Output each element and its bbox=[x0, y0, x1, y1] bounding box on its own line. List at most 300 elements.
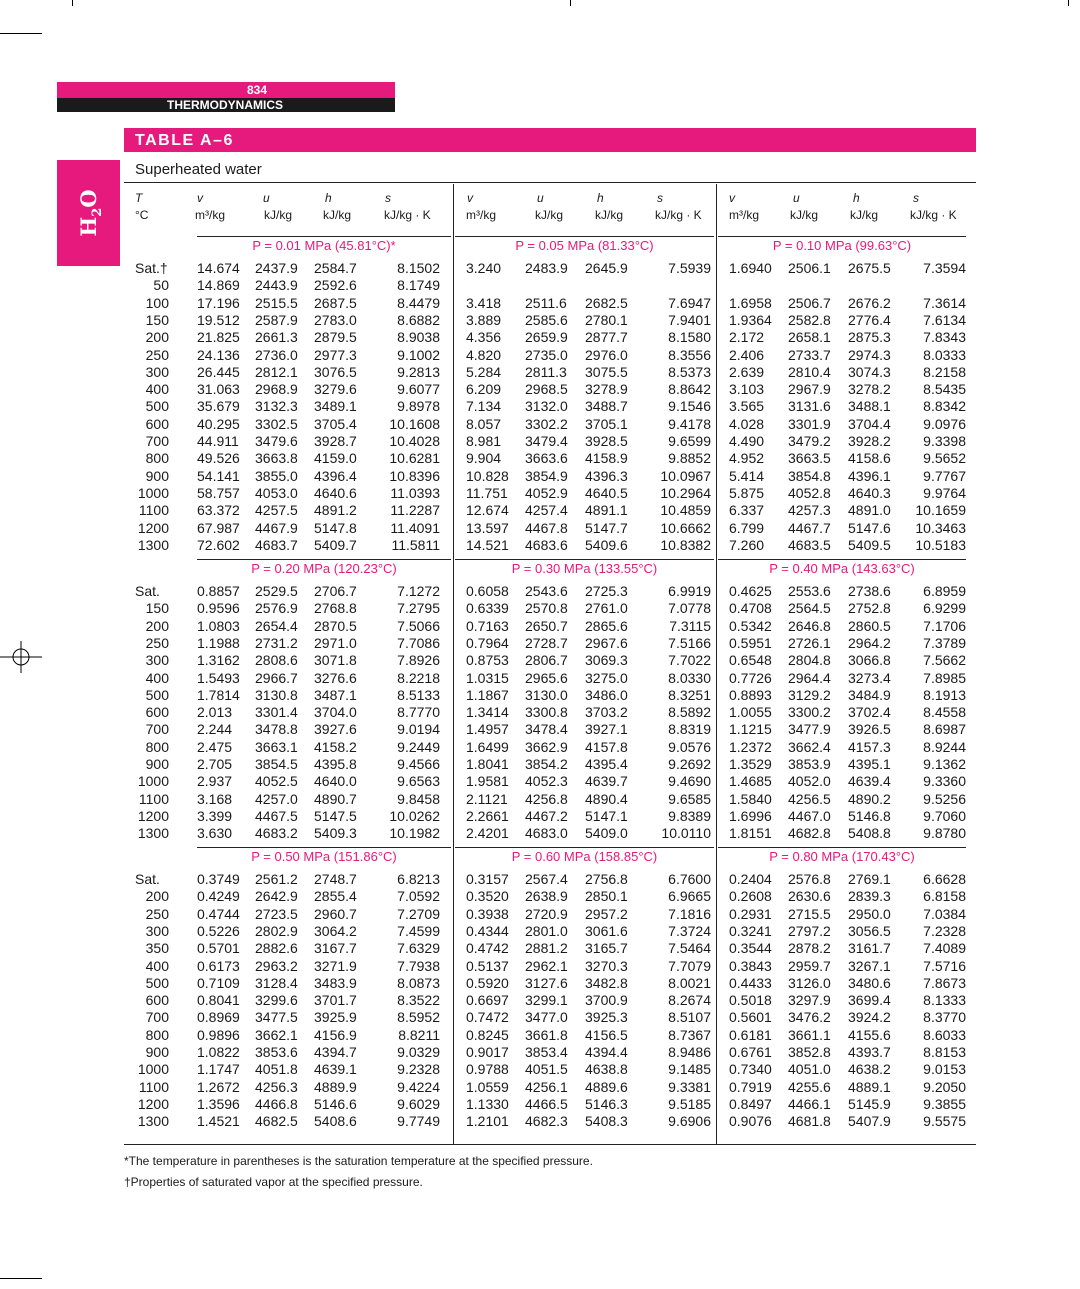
table-cell: 4639.1 bbox=[314, 1061, 357, 1078]
table-cell: 1.1330 bbox=[466, 1095, 509, 1112]
table-cell: 14.674 bbox=[197, 260, 240, 276]
table-cell: 67.987 bbox=[197, 519, 240, 536]
table-cell: 3131.6 bbox=[788, 398, 831, 415]
table-cell: 0.8893 bbox=[729, 686, 772, 703]
table-cell: 3663.5 bbox=[788, 450, 831, 467]
column-unit: kJ/kg · K bbox=[910, 208, 957, 222]
table-cell: 7.7086 bbox=[397, 634, 440, 651]
table-cell: 3132.0 bbox=[525, 398, 568, 415]
table-cell: 4257.4 bbox=[525, 502, 568, 519]
table-cell: 3662.4 bbox=[788, 738, 831, 755]
table-cell: 3056.5 bbox=[848, 922, 891, 939]
pressure-label: P = 0.80 MPa (170.43°C) bbox=[769, 849, 915, 864]
table-cell: 2797.2 bbox=[788, 922, 831, 939]
table-cell: 3925.9 bbox=[314, 1009, 357, 1026]
table-cell: 1.8041 bbox=[466, 756, 509, 772]
table-cell: 2966.7 bbox=[255, 669, 298, 686]
table-cell: 9.1485 bbox=[668, 1061, 711, 1078]
table-cell: 4891.2 bbox=[314, 502, 357, 519]
column-symbol: u bbox=[793, 191, 800, 205]
crop-mark bbox=[0, 33, 42, 34]
table-cell: 3705.1 bbox=[585, 415, 628, 432]
column-unit: kJ/kg bbox=[595, 208, 624, 222]
table-cell: 0.9788 bbox=[466, 1061, 509, 1078]
table-cell: 3301.4 bbox=[255, 704, 298, 721]
table-bottom-rule bbox=[124, 1144, 976, 1145]
table-cell: 3483.9 bbox=[314, 974, 357, 991]
table-cell: 4889.6 bbox=[585, 1078, 628, 1095]
table-cell: 10.8382 bbox=[660, 536, 711, 553]
table-cell: 11.5811 bbox=[391, 536, 440, 553]
temperature-cell: 250 bbox=[145, 634, 169, 651]
table-cell: 4639.4 bbox=[848, 773, 891, 790]
table-cell: 8.9038 bbox=[397, 329, 440, 346]
column-symbol: v bbox=[467, 191, 473, 205]
table-cell: 0.5920 bbox=[466, 974, 509, 991]
table-cell: 9.0329 bbox=[397, 1044, 440, 1060]
table-cell: 7.4599 bbox=[397, 922, 440, 939]
column-symbol: h bbox=[853, 191, 860, 205]
column-symbol: v bbox=[729, 191, 735, 205]
table-cell: 2726.1 bbox=[788, 634, 831, 651]
table-cell: 4466.8 bbox=[255, 1095, 298, 1112]
table-cell: 3300.2 bbox=[788, 704, 831, 721]
table-cell: 2587.9 bbox=[255, 311, 298, 328]
pressure-label: P = 0.20 MPa (120.23°C) bbox=[251, 561, 397, 576]
temperature-cell: 400 bbox=[145, 957, 169, 974]
table-subtitle: Superheated water bbox=[135, 161, 262, 178]
table-cell: 4051.5 bbox=[525, 1061, 568, 1078]
table-cell: 2564.5 bbox=[788, 600, 831, 617]
temperature-cell: 1100 bbox=[138, 1078, 169, 1095]
table-cell: 3130.8 bbox=[255, 686, 298, 703]
table-cell: 3925.3 bbox=[585, 1009, 628, 1026]
footnote: †Properties of saturated vapor at the specified pressure. bbox=[124, 1175, 423, 1189]
table-cell: 14.521 bbox=[466, 536, 509, 553]
table-cell: 0.9596 bbox=[197, 600, 240, 617]
temperature-cell: 800 bbox=[145, 1026, 169, 1043]
pressure-rule bbox=[197, 847, 451, 848]
table-cell: 4640.3 bbox=[848, 484, 891, 501]
table-cell: 3.168 bbox=[197, 790, 233, 807]
table-cell: 1.0559 bbox=[466, 1078, 509, 1095]
table-cell: 2.013 bbox=[197, 704, 233, 721]
table-cell: 9.6077 bbox=[397, 381, 440, 398]
table-cell: 3661.8 bbox=[525, 1026, 568, 1043]
column-unit: kJ/kg bbox=[790, 208, 819, 222]
temperature-cell: 400 bbox=[145, 669, 169, 686]
table-cell: 7.2709 bbox=[397, 905, 440, 922]
table-cell: 7.5166 bbox=[668, 634, 711, 651]
temperature-cell: 700 bbox=[145, 1009, 169, 1026]
table-cell: 4891.0 bbox=[848, 502, 891, 519]
table-cell: 3270.3 bbox=[585, 957, 628, 974]
table-cell: 10.4859 bbox=[660, 502, 711, 519]
table-cell: 10.0967 bbox=[660, 467, 711, 484]
table-label-bar bbox=[124, 128, 976, 152]
table-cell: 0.8753 bbox=[466, 652, 509, 669]
table-cell: 2570.8 bbox=[525, 600, 568, 617]
table-cell: 5409.3 bbox=[314, 825, 357, 842]
table-cell: 8.5133 bbox=[397, 686, 440, 703]
table-cell: 7.8926 bbox=[397, 652, 440, 669]
table-cell: 3165.7 bbox=[585, 940, 628, 957]
table-cell: 10.6662 bbox=[660, 519, 711, 536]
table-cell: 4257.0 bbox=[255, 790, 298, 807]
table-cell: 2658.1 bbox=[788, 329, 831, 346]
table-cell: 4890.4 bbox=[585, 790, 628, 807]
table-cell: 2806.7 bbox=[525, 652, 568, 669]
table-cell: 3700.9 bbox=[585, 992, 628, 1009]
table-cell: 0.3241 bbox=[729, 922, 772, 939]
table-cell: 7.1272 bbox=[397, 583, 440, 599]
table-cell: 5407.9 bbox=[848, 1113, 891, 1130]
table-cell: 4467.5 bbox=[255, 807, 298, 824]
table-cell: 3852.8 bbox=[788, 1044, 831, 1060]
table-cell: 3482.8 bbox=[585, 974, 628, 991]
table-cell: 4256.8 bbox=[525, 790, 568, 807]
table-cell: 8.5892 bbox=[668, 704, 711, 721]
table-cell: 0.5342 bbox=[729, 617, 772, 634]
column-divider bbox=[716, 184, 717, 1144]
table-cell: 8.8153 bbox=[923, 1044, 966, 1060]
table-cell: 4394.4 bbox=[585, 1044, 628, 1060]
table-cell: 0.6181 bbox=[729, 1026, 772, 1043]
table-cell: 3267.1 bbox=[848, 957, 891, 974]
table-cell: 2957.2 bbox=[585, 905, 628, 922]
table-cell: 9.7767 bbox=[923, 467, 966, 484]
table-cell: 2650.7 bbox=[525, 617, 568, 634]
pressure-label: P = 0.10 MPa (99.63°C) bbox=[772, 238, 912, 253]
table-cell: 6.799 bbox=[729, 519, 765, 536]
table-cell: 7.6134 bbox=[923, 311, 966, 328]
temperature-cell: 600 bbox=[145, 704, 169, 721]
table-cell: 3069.3 bbox=[585, 652, 628, 669]
table-cell: 3276.6 bbox=[314, 669, 357, 686]
table-cell: 3279.6 bbox=[314, 381, 357, 398]
table-cell: 2875.3 bbox=[848, 329, 891, 346]
table-cell: 4158.2 bbox=[314, 738, 357, 755]
table-cell: 3477.9 bbox=[788, 721, 831, 738]
table-cell: 2675.5 bbox=[848, 260, 891, 276]
table-cell: 8.6882 bbox=[397, 311, 440, 328]
table-cell: 4256.3 bbox=[255, 1078, 298, 1095]
table-label: TABLE A–6 bbox=[135, 132, 234, 149]
table-cell: 2728.7 bbox=[525, 634, 568, 651]
table-cell: 5147.5 bbox=[314, 807, 357, 824]
table-cell: 3478.4 bbox=[525, 721, 568, 738]
column-symbol: s bbox=[913, 191, 919, 205]
table-cell: 3927.6 bbox=[314, 721, 357, 738]
table-cell: 2783.0 bbox=[314, 311, 357, 328]
table-cell: 3662.9 bbox=[525, 738, 568, 755]
table-cell: 1.6940 bbox=[729, 260, 772, 276]
pressure-rule bbox=[197, 236, 451, 237]
table-cell: 2642.9 bbox=[255, 888, 298, 905]
table-cell: 4257.3 bbox=[788, 502, 831, 519]
table-cell: 6.8158 bbox=[923, 888, 966, 905]
table-cell: 4052.8 bbox=[788, 484, 831, 501]
table-cell: 9.2449 bbox=[397, 738, 440, 755]
table-cell: 0.2931 bbox=[729, 905, 772, 922]
table-cell: 5.875 bbox=[729, 484, 765, 501]
table-top-rule bbox=[124, 182, 976, 183]
table-cell: 2.172 bbox=[729, 329, 765, 346]
table-cell: 2761.0 bbox=[585, 600, 628, 617]
table-cell: 9.8389 bbox=[668, 807, 711, 824]
table-cell: 7.3789 bbox=[923, 634, 966, 651]
column-divider bbox=[453, 184, 454, 1144]
table-cell: 0.9896 bbox=[197, 1026, 240, 1043]
table-cell: 8.1502 bbox=[397, 260, 440, 276]
table-cell: 4681.8 bbox=[788, 1113, 831, 1130]
table-cell: 7.8985 bbox=[923, 669, 966, 686]
table-cell: 4467.0 bbox=[788, 807, 831, 824]
table-cell: 8.8211 bbox=[398, 1026, 440, 1043]
table-cell: 3855.0 bbox=[255, 467, 298, 484]
table-cell: 6.8213 bbox=[397, 871, 440, 887]
table-cell: 1.3162 bbox=[197, 652, 240, 669]
table-cell: 0.6697 bbox=[466, 992, 509, 1009]
table-cell: 7.7938 bbox=[397, 957, 440, 974]
table-cell: 3924.2 bbox=[848, 1009, 891, 1026]
table-cell: 8.3522 bbox=[397, 992, 440, 1009]
table-cell: 2968.9 bbox=[255, 381, 298, 398]
table-cell: 5147.7 bbox=[585, 519, 628, 536]
table-cell: 4396.4 bbox=[314, 467, 357, 484]
table-cell: 2752.8 bbox=[848, 600, 891, 617]
table-cell: 2878.2 bbox=[788, 940, 831, 957]
table-cell: 3273.4 bbox=[848, 669, 891, 686]
column-symbol: s bbox=[657, 191, 663, 205]
table-cell: 9.5575 bbox=[923, 1113, 966, 1130]
table-cell: 3275.0 bbox=[585, 669, 628, 686]
table-cell: 8.981 bbox=[466, 433, 502, 449]
table-cell: 4889.9 bbox=[314, 1078, 357, 1095]
table-cell: 4467.2 bbox=[525, 807, 568, 824]
table-cell: 2483.9 bbox=[525, 260, 568, 276]
table-cell: 11.751 bbox=[466, 484, 508, 501]
table-cell: 2968.5 bbox=[525, 381, 568, 398]
pressure-rule bbox=[455, 847, 714, 848]
table-cell: 5147.1 bbox=[585, 807, 628, 824]
table-cell: 4158.9 bbox=[585, 450, 628, 467]
table-cell: 8.5435 bbox=[923, 381, 966, 398]
table-cell: 3478.8 bbox=[255, 721, 298, 738]
table-cell: 9.6029 bbox=[397, 1095, 440, 1112]
table-cell: 8.5373 bbox=[668, 363, 711, 380]
table-cell: 9.1546 bbox=[668, 398, 711, 415]
table-cell: 4257.5 bbox=[255, 502, 298, 519]
temperature-cell: 100 bbox=[145, 294, 169, 311]
table-cell: 2865.6 bbox=[585, 617, 628, 634]
column-symbol: h bbox=[325, 191, 332, 205]
table-cell: 26.445 bbox=[197, 363, 240, 380]
table-cell: 0.6339 bbox=[466, 600, 509, 617]
column-unit: m³/kg bbox=[195, 208, 225, 222]
table-cell: 2870.5 bbox=[314, 617, 357, 634]
table-cell: 2959.7 bbox=[788, 957, 831, 974]
table-cell: 9.1002 bbox=[397, 346, 440, 363]
table-cell: 2974.3 bbox=[848, 346, 891, 363]
table-cell: 3663.1 bbox=[255, 738, 298, 755]
table-cell: 4396.3 bbox=[585, 467, 628, 484]
table-cell: 3127.6 bbox=[525, 974, 568, 991]
table-cell: 2962.1 bbox=[525, 957, 568, 974]
table-cell: 8.9486 bbox=[668, 1044, 711, 1060]
table-cell: 10.1982 bbox=[389, 825, 440, 842]
table-cell: 4159.0 bbox=[314, 450, 357, 467]
table-cell: 1.1867 bbox=[466, 686, 509, 703]
table-cell: 2543.6 bbox=[525, 583, 568, 599]
table-cell: 2860.5 bbox=[848, 617, 891, 634]
table-cell: 3301.9 bbox=[788, 415, 831, 432]
table-cell: 12.674 bbox=[466, 502, 509, 519]
table-cell: 2515.5 bbox=[255, 294, 298, 311]
temperature-cell: 700 bbox=[145, 433, 169, 449]
table-cell: 3.418 bbox=[466, 294, 502, 311]
table-cell: 7.0592 bbox=[397, 888, 440, 905]
temperature-cell: 800 bbox=[145, 738, 169, 755]
table-cell: 9.1362 bbox=[923, 756, 966, 772]
table-cell: 4.028 bbox=[729, 415, 765, 432]
table-cell: 8.2218 bbox=[397, 669, 440, 686]
table-cell: 10.4028 bbox=[389, 433, 440, 449]
table-cell: 6.8959 bbox=[923, 583, 966, 599]
table-cell: 1.0315 bbox=[466, 669, 509, 686]
table-cell: 2976.0 bbox=[585, 346, 628, 363]
table-cell: 10.2964 bbox=[660, 484, 711, 501]
column-symbol: u bbox=[263, 191, 270, 205]
pressure-label: P = 0.50 MPa (151.86°C) bbox=[251, 849, 397, 864]
table-cell: 2812.1 bbox=[255, 363, 298, 380]
temperature-cell: 300 bbox=[145, 363, 169, 380]
table-cell: 3.565 bbox=[729, 398, 765, 415]
table-cell: 6.7600 bbox=[668, 871, 711, 887]
table-cell: 4395.1 bbox=[848, 756, 891, 772]
table-cell: 72.602 bbox=[197, 536, 240, 553]
table-cell: 6.9665 bbox=[668, 888, 711, 905]
table-cell: 10.0110 bbox=[661, 825, 711, 842]
table-cell: 8.9244 bbox=[923, 738, 966, 755]
column-symbol: T bbox=[135, 191, 143, 205]
table-cell: 4467.8 bbox=[525, 519, 568, 536]
column-unit: kJ/kg · K bbox=[655, 208, 702, 222]
table-cell: 2706.7 bbox=[314, 583, 357, 599]
table-cell: 3299.6 bbox=[255, 992, 298, 1009]
table-cell: 2584.7 bbox=[314, 260, 357, 276]
column-symbol: s bbox=[385, 191, 391, 205]
table-cell: 8.8642 bbox=[668, 381, 711, 398]
table-cell: 13.597 bbox=[466, 519, 509, 536]
column-unit: kJ/kg bbox=[264, 208, 293, 222]
table-cell: 4051.0 bbox=[788, 1061, 831, 1078]
table-cell: 4640.6 bbox=[314, 484, 357, 501]
table-cell: 0.4708 bbox=[729, 600, 772, 617]
table-cell: 2965.6 bbox=[525, 669, 568, 686]
table-cell: 9.3360 bbox=[923, 773, 966, 790]
table-cell: 7.8343 bbox=[923, 329, 966, 346]
table-cell: 3476.2 bbox=[788, 1009, 831, 1026]
temperature-cell: 1000 bbox=[137, 773, 169, 790]
table-cell: 9.7060 bbox=[923, 807, 966, 824]
table-cell: 8.7367 bbox=[668, 1026, 711, 1043]
table-cell: 5409.0 bbox=[585, 825, 628, 842]
table-cell: 2756.8 bbox=[585, 871, 628, 887]
table-cell: 11.2287 bbox=[390, 502, 440, 519]
table-cell: 3488.7 bbox=[585, 398, 628, 415]
table-cell: 4157.3 bbox=[848, 738, 891, 755]
table-cell: 5.284 bbox=[466, 363, 502, 380]
table-cell: 40.295 bbox=[197, 415, 240, 432]
table-cell: 3488.1 bbox=[848, 398, 891, 415]
table-cell: 0.3843 bbox=[729, 957, 772, 974]
table-cell: 2715.5 bbox=[788, 905, 831, 922]
table-cell: 2963.2 bbox=[255, 957, 298, 974]
table-cell: 2553.6 bbox=[788, 583, 831, 599]
table-cell: 2881.2 bbox=[525, 940, 568, 957]
table-cell: 1.1215 bbox=[729, 721, 772, 738]
table-cell: 8.8319 bbox=[668, 721, 711, 738]
column-unit: m³/kg bbox=[729, 208, 759, 222]
table-cell: 2736.0 bbox=[255, 346, 298, 363]
temperature-cell: 1300 bbox=[137, 1113, 169, 1130]
table-cell: 3703.2 bbox=[585, 704, 628, 721]
table-cell: 0.9017 bbox=[466, 1044, 509, 1060]
table-cell: 2511.6 bbox=[525, 294, 567, 311]
table-cell: 3.240 bbox=[466, 260, 502, 276]
table-cell: 4052.5 bbox=[255, 773, 298, 790]
temperature-cell: 200 bbox=[145, 617, 169, 634]
table-cell: 2437.9 bbox=[255, 260, 298, 276]
table-cell: 3853.4 bbox=[525, 1044, 568, 1060]
table-cell: 1.3596 bbox=[197, 1095, 240, 1112]
table-cell: 2725.3 bbox=[585, 583, 628, 599]
table-cell: 0.3520 bbox=[466, 888, 509, 905]
temperature-cell: Sat.† bbox=[135, 260, 168, 276]
table-cell: 7.3594 bbox=[923, 260, 966, 276]
column-symbol: v bbox=[197, 191, 203, 205]
table-cell: 7.9401 bbox=[668, 311, 711, 328]
table-cell: 21.825 bbox=[197, 329, 240, 346]
temperature-cell: 500 bbox=[145, 398, 169, 415]
table-cell: 7.3724 bbox=[668, 922, 711, 939]
temperature-cell: 250 bbox=[145, 905, 169, 922]
temperature-cell: 200 bbox=[145, 888, 169, 905]
temperature-cell: 1100 bbox=[138, 502, 169, 519]
table-cell: 2576.9 bbox=[255, 600, 298, 617]
table-cell: 9.3398 bbox=[923, 433, 966, 449]
temperature-cell: 1000 bbox=[137, 484, 169, 501]
table-cell: 2810.4 bbox=[788, 363, 831, 380]
temperature-cell: 500 bbox=[145, 686, 169, 703]
table-cell: 2801.0 bbox=[525, 922, 568, 939]
table-cell: 8.6987 bbox=[923, 721, 966, 738]
temperature-cell: 1200 bbox=[137, 519, 169, 536]
table-cell: 3066.8 bbox=[848, 652, 891, 669]
table-cell: 7.5939 bbox=[668, 260, 711, 276]
table-cell: 8.4558 bbox=[923, 704, 966, 721]
table-cell: 4640.5 bbox=[585, 484, 628, 501]
table-cell: 0.4344 bbox=[466, 922, 509, 939]
table-cell: 4158.6 bbox=[848, 450, 891, 467]
table-cell: 7.6329 bbox=[397, 940, 440, 957]
table-cell: 4890.2 bbox=[848, 790, 891, 807]
table-cell: 1.4957 bbox=[466, 721, 509, 738]
table-cell: 5409.6 bbox=[585, 536, 628, 553]
pressure-rule bbox=[197, 559, 451, 560]
table-cell: 7.8673 bbox=[923, 974, 966, 991]
